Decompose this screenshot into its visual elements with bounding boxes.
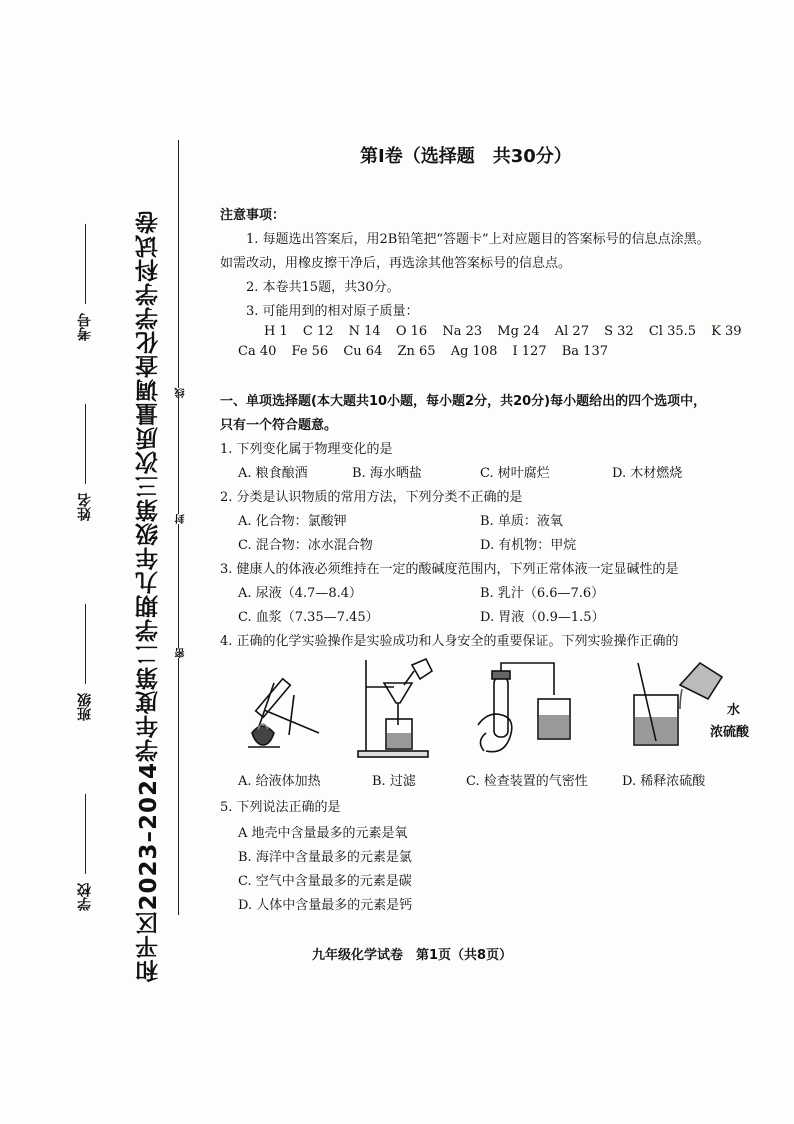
exam-number-field bbox=[75, 220, 95, 341]
heating-liquid-figure bbox=[234, 655, 334, 755]
mass-ba: Ba 137 bbox=[561, 344, 608, 359]
mass-cu: Cu 64 bbox=[343, 344, 383, 359]
q1-option-d: D. 木材燃烧 bbox=[612, 466, 683, 481]
page-footer: 九年级化学试卷 第1页（共8页） bbox=[312, 948, 513, 963]
name-label: 姓名 bbox=[77, 492, 93, 521]
mass-ag: Ag 108 bbox=[450, 344, 498, 359]
q2-option-a: A. 化合物：氯酸钾 bbox=[238, 514, 347, 529]
q1-option-b: B. 海水晒盐 bbox=[352, 466, 422, 481]
atomic-masses-row-2 bbox=[238, 344, 619, 359]
q4-option-c: C. 检查装置的气密性 bbox=[466, 774, 588, 789]
filtration-figure bbox=[354, 655, 444, 765]
q3-option-d: D. 胃液（0.9—1.5） bbox=[480, 610, 605, 625]
mass-k: K 39 bbox=[711, 324, 742, 339]
binding-line bbox=[178, 140, 179, 915]
school-field bbox=[75, 790, 95, 911]
q3-option-c: C. 血浆（7.35—7.45） bbox=[238, 610, 379, 625]
mass-c: C 12 bbox=[302, 324, 334, 339]
note-3: 3. 可能用到的相对原子质量： bbox=[246, 304, 419, 319]
mass-fe: Fe 56 bbox=[291, 344, 329, 359]
class-field bbox=[75, 600, 95, 721]
mass-ca: Ca 40 bbox=[238, 344, 277, 359]
airtightness-figure bbox=[472, 655, 582, 765]
q4-figures bbox=[220, 655, 780, 765]
question-4-stem: 4. 正确的化学实验操作是实验成功和人身安全的重要保证。下列实验操作正确的 bbox=[220, 634, 679, 649]
class-label: 班级 bbox=[77, 692, 93, 721]
atomic-masses-row-1 bbox=[264, 324, 753, 339]
q2-option-b: B. 单质：液氧 bbox=[480, 514, 563, 529]
name-field bbox=[75, 400, 95, 521]
cut-mark-xian: 线 bbox=[176, 388, 187, 398]
part1-heading-line-2: 只有一个符合题意。 bbox=[220, 418, 338, 433]
mass-n: N 14 bbox=[348, 324, 381, 339]
notes-heading: 注意事项： bbox=[220, 208, 286, 223]
exam-number-label: 考号 bbox=[77, 312, 93, 341]
cut-mark-feng: 封 bbox=[176, 514, 187, 524]
question-5-stem: 5. 下列说法正确的是 bbox=[220, 800, 341, 815]
q1-option-a: A. 粮食酿酒 bbox=[238, 466, 308, 481]
acid-label: 浓硫酸 bbox=[710, 725, 750, 740]
dilute-acid-figure bbox=[620, 655, 740, 765]
section-title: 第I卷（选择题 共30分） bbox=[360, 146, 572, 167]
part1-heading-line-1: 一、单项选择题(本大题共10小题，每小题2分，共20分)每小题给出的四个选项中， bbox=[220, 394, 707, 409]
mass-o: O 16 bbox=[395, 324, 428, 339]
q2-option-d: D. 有机物：甲烷 bbox=[480, 538, 577, 553]
school-blank bbox=[84, 794, 86, 874]
mass-h: H 1 bbox=[264, 324, 288, 339]
school-label: 学校 bbox=[77, 882, 93, 911]
exam-title: 和平区2023–2024学年度第二学期九年级第三次质量调查化学学科试卷 bbox=[136, 210, 162, 983]
name-blank bbox=[84, 404, 86, 484]
note-1-line-2: 如需改动，用橡皮擦干净后，再选涂其他答案标号的信息点。 bbox=[220, 256, 572, 271]
mass-zn: Zn 65 bbox=[397, 344, 436, 359]
mass-s: S 32 bbox=[604, 324, 634, 339]
q5-option-c: C. 空气中含量最多的元素是碳 bbox=[238, 874, 412, 889]
q5-option-d: D. 人体中含量最多的元素是钙 bbox=[238, 898, 413, 913]
q4-option-d: D. 稀释浓硫酸 bbox=[622, 774, 706, 789]
question-1-stem: 1. 下列变化属于物理变化的是 bbox=[220, 442, 393, 457]
class-blank bbox=[84, 604, 86, 684]
exam-number-blank bbox=[84, 224, 86, 304]
note-2: 2. 本卷共15题，共30分。 bbox=[246, 280, 400, 295]
mass-i: I 127 bbox=[512, 344, 547, 359]
q5-option-b: B. 海洋中含量最多的元素是氯 bbox=[238, 850, 412, 865]
q4-option-b: B. 过滤 bbox=[372, 774, 416, 789]
q4-option-a: A. 给液体加热 bbox=[238, 774, 321, 789]
q3-option-b: B. 乳汁（6.6—7.6） bbox=[480, 586, 605, 601]
mass-na: Na 23 bbox=[442, 324, 483, 339]
mass-mg: Mg 24 bbox=[497, 324, 540, 339]
cut-mark-mi: 密 bbox=[176, 648, 187, 658]
mass-cl: Cl 35.5 bbox=[648, 324, 697, 339]
q5-option-a: A 地壳中含量最多的元素是氧 bbox=[238, 826, 408, 841]
question-3-stem: 3. 健康人的体液必须维持在一定的酸碱度范围内，下列正常体液一定显碱性的是 bbox=[220, 562, 679, 577]
q1-option-c: C. 树叶腐烂 bbox=[480, 466, 550, 481]
note-1-line-1: 1. 每题选出答案后，用2B铅笔把“答题卡”上对应题目的答案标号的信息点涂黑。 bbox=[246, 232, 710, 247]
q2-option-c: C. 混合物：冰水混合物 bbox=[238, 538, 373, 553]
question-2-stem: 2. 分类是认识物质的常用方法，下列分类不正确的是 bbox=[220, 490, 523, 505]
water-label: 水 bbox=[727, 703, 741, 718]
mass-al: Al 27 bbox=[554, 324, 589, 339]
binding-strip bbox=[0, 0, 200, 1124]
q3-option-a: A. 尿液（4.7—8.4） bbox=[238, 586, 363, 601]
